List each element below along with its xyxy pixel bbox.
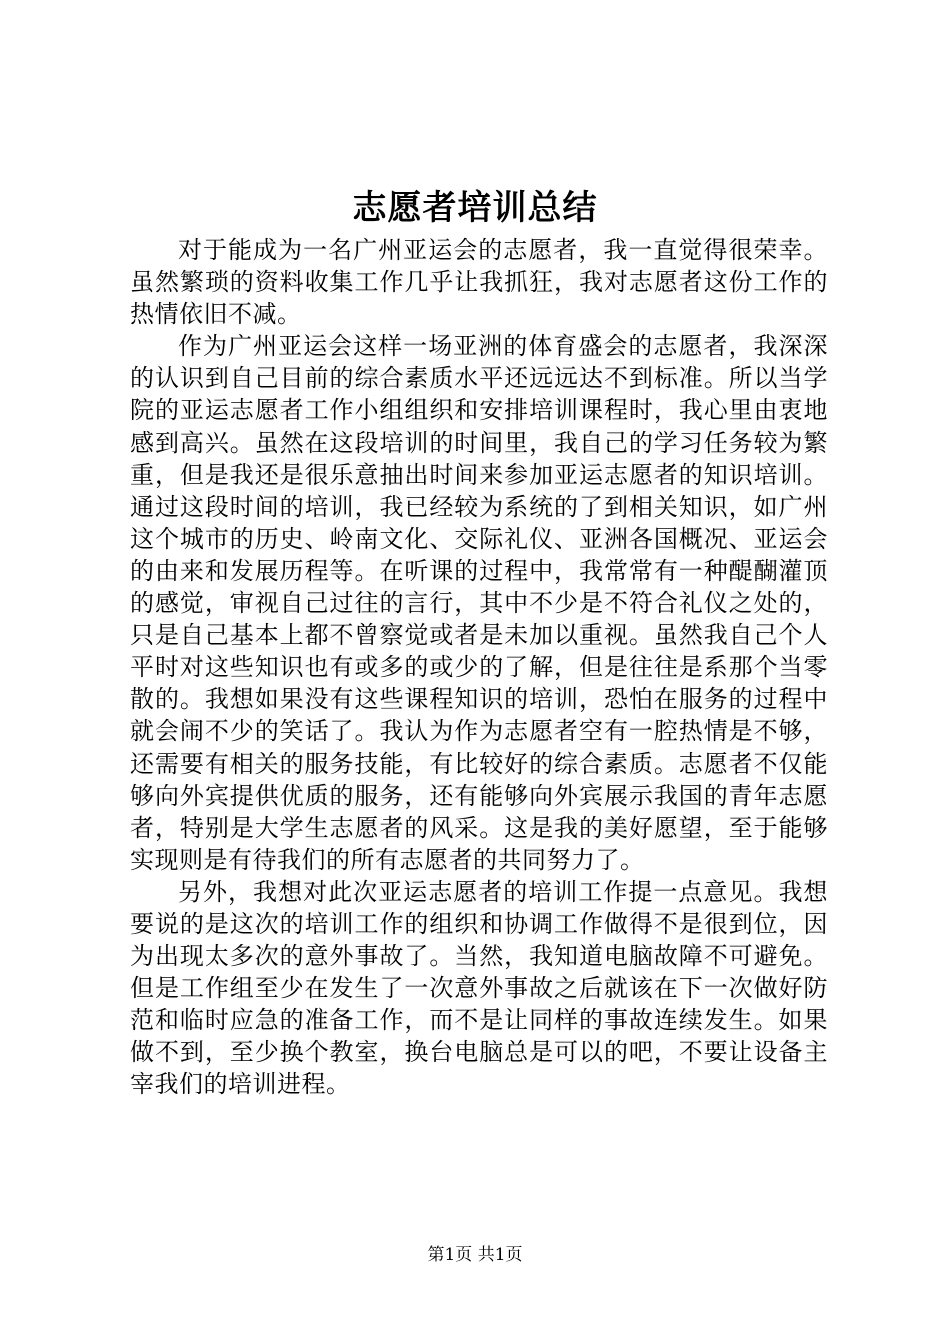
paragraph-1: 对于能成为一名广州亚运会的志愿者，我一直觉得很荣幸。虽然繁琐的资料收集工作几乎让我抓狂，我对志愿者这份工作的热情依旧不减。 — [130, 236, 828, 329]
paragraph-3: 另外，我想对此次亚运志愿者的培训工作提一点意见。我想要说的是这次的培训工作的组织和协调工作做得不是很到位，因为出现太多次的意外事故了。当然，我知道电脑故障不可避免。但是工作组至少在发生了一次意外事故之后就该在下一次做好防范和临时应急的准备工作，而不是让同样的事故连续发生。如果做不到，至少换个教室，换台电脑总是可以的吧，不要让设备主宰我们的培训进程。 — [130, 877, 828, 1099]
paragraph-2: 作为广州亚运会这样一场亚洲的体育盛会的志愿者，我深深的认识到自己目前的综合素质水平还远远达不到标准。所以当学院的亚运志愿者工作小组组织和安排培训课程时，我心里由衷地感到高兴。虽然在这段培训的时间里，我自己的学习任务较为繁重，但是我还是很乐意抽出时间来参加亚运志愿者的知识培训。通过这段时间的培训，我已经较为系统的了到相关知识，如广州这个城市的历史、岭南文化、交际礼仪、亚洲各国概况、亚运会的由来和发展历程等。在听课的过程中，我常常有一种醍醐灌顶的感觉，审视自己过往的言行，其中不少是不符合礼仪之处的，只是自己基本上都不曾察觉或者是未加以重视。虽然我自己个人平时对这些知识也有或多的或少的了解，但是往往是系那个当零散的。我想如果没有这些课程知识的培训，恐怕在服务的过程中就会闹不少的笑话了。我认为作为志愿者空有一腔热情是不够，还需要有相关的服务技能，有比较好的综合素质。志愿者不仅能够向外宾提供优质的服务，还有能够向外宾展示我国的青年志愿者，特别是大学生志愿者的风采。这是我的美好愿望，至于能够实现则是有待我们的所有志愿者的共同努力了。 — [130, 332, 828, 874]
document-title: 志愿者培训总结 — [352, 188, 598, 228]
document-body — [130, 234, 828, 1101]
page-footer: 第1页 共1页 — [427, 1245, 523, 1265]
